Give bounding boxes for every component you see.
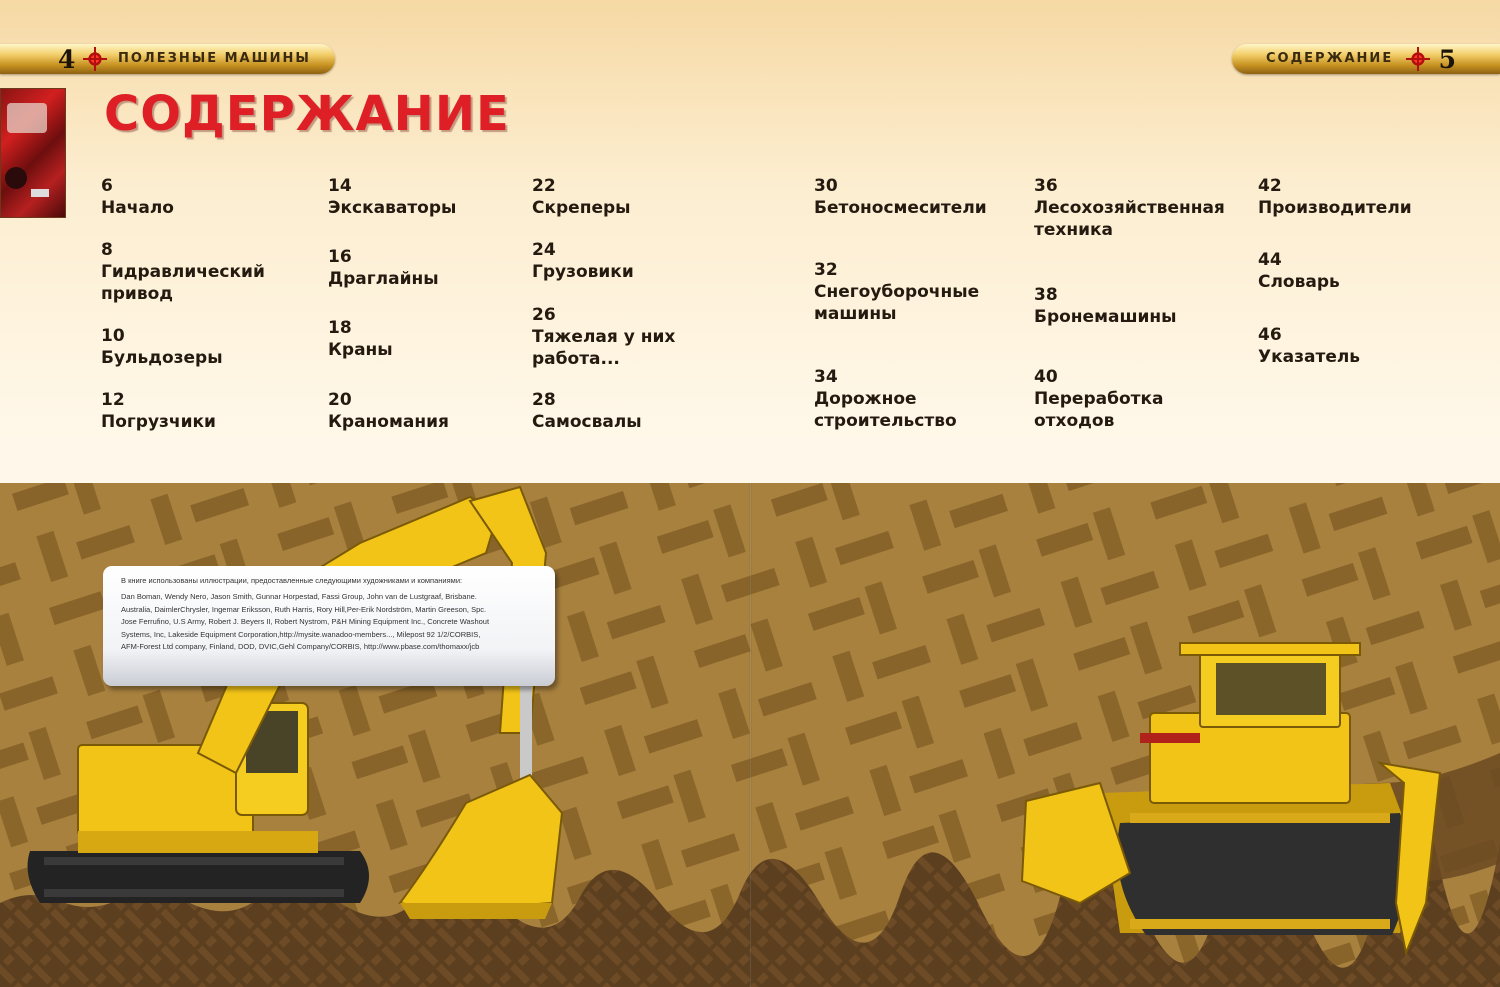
toc-entry[interactable]: [1034, 284, 1177, 328]
toc-title: Словарь: [1258, 272, 1340, 292]
toc-page-number: 18: [328, 318, 352, 338]
right-page-header: [1232, 44, 1500, 74]
book-spine: [749, 483, 752, 987]
toc-title: Снегоуборочные машины: [814, 282, 980, 324]
toc-title: Гидравлический привод: [101, 262, 265, 304]
toc-entry[interactable]: [814, 175, 987, 219]
toc-entry[interactable]: [101, 389, 216, 433]
toc-title: Краномания: [328, 412, 449, 432]
toc-title: Переработка отходов: [1034, 389, 1164, 431]
toc-title: Начало: [101, 198, 174, 218]
toc-entry[interactable]: [532, 304, 675, 370]
toc-page-number: 40: [1034, 367, 1058, 387]
toc-page-number: 10: [101, 326, 125, 346]
toc-page-number: 26: [532, 305, 556, 325]
toc-entry[interactable]: [1034, 175, 1225, 241]
compass-rose-icon: [85, 49, 105, 69]
toc-title: Драглайны: [328, 269, 439, 289]
toc-page-number: 32: [814, 260, 838, 280]
toc-title: Дорожное строительство: [814, 389, 957, 431]
toc-title: Грузовики: [532, 262, 634, 282]
credits-line: Australia, DaimlerChrysler, Ingemar Eriksson, Ruth Harris, Rory Hill,Per-Erik Nordström, Martin Greeson, Spc.: [121, 604, 487, 614]
toc-page-number: 14: [328, 176, 352, 196]
toc-page-number: 12: [101, 390, 125, 410]
ground-illustration: [0, 483, 1500, 987]
toc-page-number: 28: [532, 390, 556, 410]
toc-entry[interactable]: [532, 175, 631, 219]
left-section-title: ПОЛЕЗНЫЕ МАШИНЫ: [118, 51, 311, 66]
toc-entry[interactable]: [328, 317, 393, 361]
toc-page-number: 6: [101, 176, 113, 196]
toc-entry[interactable]: [101, 175, 174, 219]
toc-title: Бетоносмесители: [814, 198, 987, 218]
toc-title: Краны: [328, 340, 393, 360]
red-truck-thumbnail: [0, 88, 66, 218]
toc-title: Экскаваторы: [328, 198, 457, 218]
left-page-header: [0, 44, 335, 74]
toc-title: Производители: [1258, 198, 1412, 218]
toc-page-number: 20: [328, 390, 352, 410]
credits-heading: В книге использованы иллюстрации, предоставленные следующими художниками и компаниями:: [121, 576, 463, 585]
toc-page-number: 8: [101, 240, 113, 260]
toc-entry[interactable]: [814, 366, 957, 432]
illustration-credits: [103, 566, 555, 686]
toc-entry[interactable]: [328, 175, 456, 219]
toc-page-number: 16: [328, 247, 352, 267]
toc-page-number: 38: [1034, 285, 1058, 305]
toc-entry[interactable]: [328, 246, 439, 290]
credits-line: AFM-Forest Ltd company, Finland, DOD, DVIC,Gehl Company/CORBIS, http://www.pbase.com/thomaxx/jcb: [121, 642, 480, 651]
compass-rose-icon: [1408, 49, 1428, 69]
toc-page-number: 36: [1034, 176, 1058, 196]
toc-page-number: 30: [814, 176, 838, 196]
toc-page-number: 22: [532, 176, 556, 196]
toc-entry[interactable]: [328, 389, 449, 433]
toc-title: Бронемашины: [1034, 307, 1177, 327]
toc-entry[interactable]: [101, 325, 223, 369]
toc-entry[interactable]: [101, 239, 265, 305]
left-page-number: 4: [58, 45, 76, 74]
toc-title: Погрузчики: [101, 412, 216, 432]
toc-entry[interactable]: [532, 389, 642, 433]
toc-title: Скреперы: [532, 198, 631, 218]
page-title: СОДЕРЖАНИЕ: [104, 86, 510, 142]
right-page-number: 5: [1438, 45, 1456, 74]
toc-entry[interactable]: [532, 239, 634, 283]
toc-page-number: 46: [1258, 325, 1282, 345]
toc-title: Лесохозяйственная техника: [1034, 198, 1225, 240]
toc-entry[interactable]: [814, 259, 979, 325]
toc-page-number: 24: [532, 240, 556, 260]
toc-page-number: 34: [814, 367, 838, 387]
credits-line: Systems, Inc, Lakeside Equipment Corporation,http://mysite.wanadoo-members..., Milepost 92 1/2/CORBIS,: [121, 629, 481, 639]
toc-title: Самосвалы: [532, 412, 642, 432]
toc-title: Указатель: [1258, 347, 1361, 367]
toc-entry[interactable]: [1258, 175, 1412, 219]
right-section-title: СОДЕРЖАНИЕ: [1266, 51, 1394, 66]
toc-page-number: 42: [1258, 176, 1282, 196]
toc-entry[interactable]: [1258, 249, 1340, 293]
toc-title: Тяжелая у них работа...: [532, 327, 676, 369]
toc-page-number: 44: [1258, 250, 1282, 270]
toc-entry[interactable]: [1258, 324, 1360, 368]
credits-line: Jose Ferrufino, U.S Army, Robert J. Beyers II, Robert Nystrom, P&H Mining Equipment Inc., Concrete Washout: [121, 617, 490, 626]
toc-entry[interactable]: [1034, 366, 1164, 432]
toc-title: Бульдозеры: [101, 348, 223, 368]
credits-line: Dan Boman, Wendy Nero, Jason Smith, Gunnar Horpestad, Fassi Group, John van de Lustgraaf, Brisbane.: [121, 592, 477, 601]
contents-spread-top: [0, 0, 1500, 483]
